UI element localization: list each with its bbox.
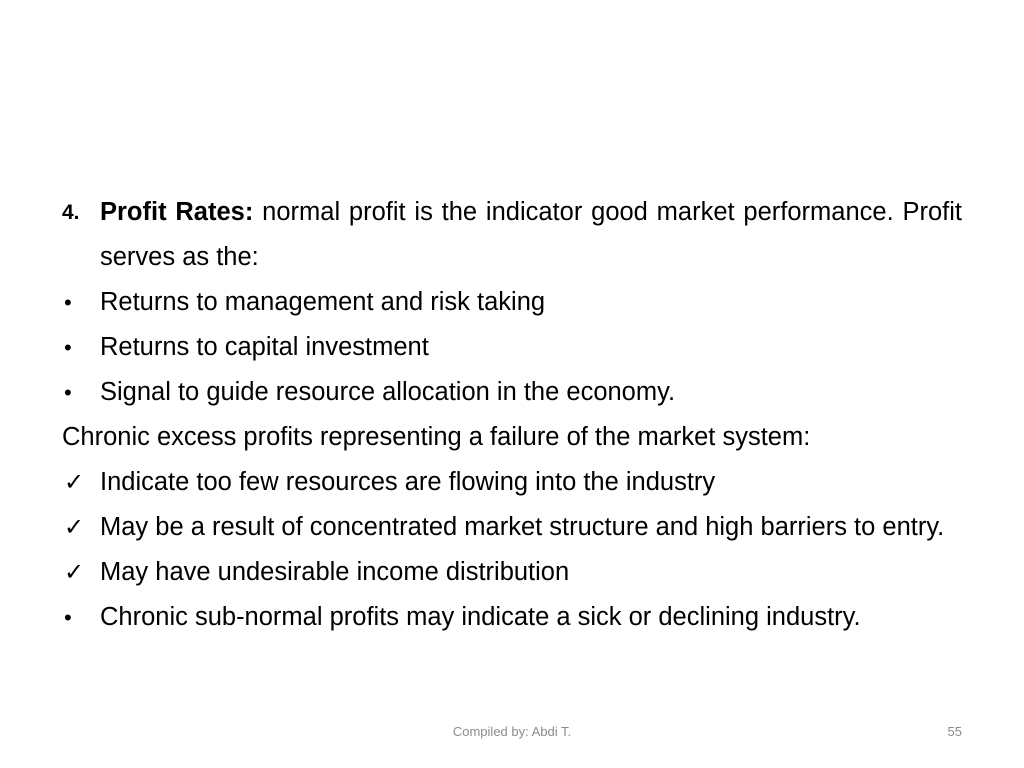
footer-compiled-by: Compiled by: Abdi T. <box>452 724 572 739</box>
bullet-item <box>62 370 962 415</box>
bullet-item <box>62 280 962 325</box>
bullet-icon: • <box>64 380 72 405</box>
check-item <box>62 505 962 550</box>
bullet-item <box>62 325 962 370</box>
heading-text: normal profit is the indicator good market performance. Profit serves as the: <box>100 198 962 271</box>
checkmark-icon: ✓ <box>64 559 85 586</box>
checkmark-icon: ✓ <box>64 514 85 541</box>
heading-number: 4. <box>62 201 80 224</box>
bullet-text: Signal to guide resource allocation in the economy. <box>100 378 676 406</box>
bullet-item <box>62 595 962 640</box>
paragraph: Chronic excess profits representing a failure of the market system: <box>62 423 811 451</box>
bullet-icon: • <box>64 290 72 315</box>
bullet-text: Returns to management and risk taking <box>100 288 546 316</box>
bullet-icon: • <box>64 605 72 630</box>
check-text: May have undesirable income distribution <box>100 558 570 586</box>
heading-title: Profit Rates: <box>100 198 254 226</box>
check-item <box>62 550 962 595</box>
checkmark-icon: ✓ <box>64 469 85 496</box>
bullet-icon: • <box>64 335 72 360</box>
bullet-text: Chronic sub-normal profits may indicate a sick or declining industry. <box>100 603 861 631</box>
check-item <box>62 460 962 505</box>
check-text: Indicate too few resources are flowing into the industry <box>100 468 716 496</box>
slide-body <box>62 190 962 640</box>
bullet-text: Returns to capital investment <box>100 333 429 361</box>
page-number: 55 <box>947 724 962 739</box>
heading-row <box>62 190 962 280</box>
check-text: May be a result of concentrated market structure and high barriers to entry. <box>100 513 945 541</box>
